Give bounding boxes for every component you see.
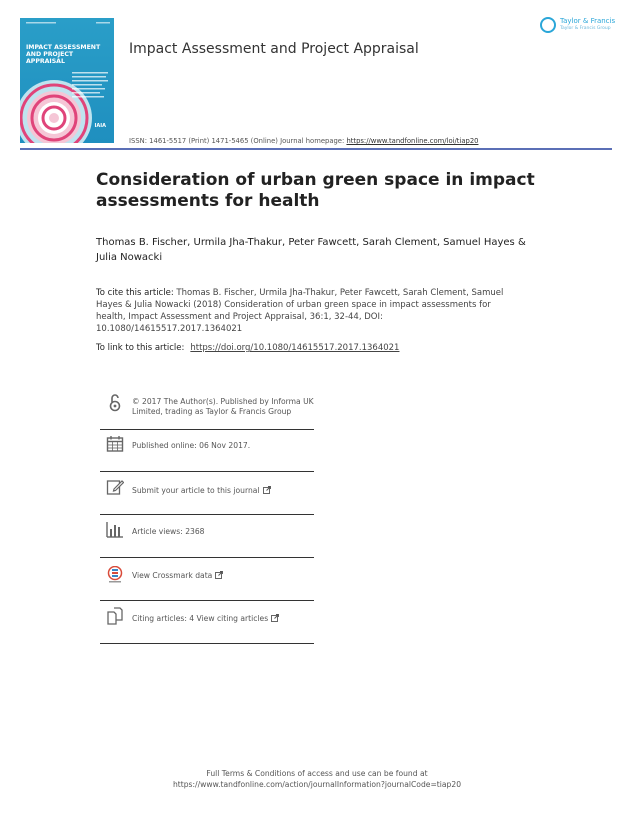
row-separator	[100, 600, 314, 601]
footer-terms-url[interactable]: https://www.tandfonline.com/action/journalInformation?journalCode=tiap20	[172, 780, 462, 789]
issn-line	[129, 137, 478, 145]
external-link-icon	[271, 614, 279, 622]
cover-title: IMPACT ASSESSMENT AND PROJECT APPRAISAL	[26, 44, 101, 65]
cover-logo: IAIA	[94, 123, 106, 129]
citing-articles-icon	[106, 607, 124, 625]
issn-text: ISSN: 1461-5517 (Print) 1471-5465 (Online) Journal homepage:	[129, 137, 347, 145]
published-row	[100, 435, 314, 473]
article-link-line	[96, 343, 399, 353]
license-text: © 2017 The Author(s). Published by Informa UK Limited, trading as Taylor & Francis Group	[132, 397, 314, 416]
bar-chart-icon	[106, 521, 124, 539]
article-views: Article views: 2368	[132, 527, 205, 536]
cover-text-lines	[72, 70, 112, 110]
header-rule	[20, 148, 612, 150]
publisher-logo-group: Taylor & Francis Group	[560, 26, 611, 31]
citing-label[interactable]: Citing articles: 4 View citing articles	[132, 614, 269, 623]
cite-text: Thomas B. Fischer, Urmila Jha-Thakur, Peter Fawcett, Sarah Clement, Samuel Hayes & Julia Nowacki (2018) Consideration of urban green space in impact assessments for health, Impact Assessment and Project Appraisal, 36:1, 32-44, DOI: 10.1080/14615517.2017.1364021	[96, 288, 504, 334]
row-separator	[100, 643, 314, 644]
citing-link[interactable]	[132, 614, 279, 624]
submit-link[interactable]	[132, 486, 271, 496]
cite-label: To cite this article:	[96, 288, 174, 298]
link-label: To link to this article:	[96, 343, 185, 353]
article-title: Consideration of urban green space in impact assessments for health	[96, 170, 535, 211]
publisher-logo	[540, 16, 616, 38]
row-separator	[100, 471, 314, 472]
row-separator	[100, 514, 314, 515]
row-separator	[100, 557, 314, 558]
crossmark-link[interactable]	[132, 571, 223, 581]
edit-icon	[106, 478, 124, 496]
citing-row[interactable]	[100, 607, 314, 645]
publisher-logo-name: Taylor & Francis	[560, 17, 616, 25]
article-authors: Thomas B. Fischer, Urmila Jha-Thakur, Peter Fawcett, Sarah Clement, Samuel Hayes & Julia Nowacki	[96, 237, 526, 263]
doi-link[interactable]: https://doi.org/10.1080/14615517.2017.1364021	[190, 343, 400, 353]
views-row	[100, 521, 314, 559]
journal-homepage-link[interactable]: https://www.tandfonline.com/loi/tiap20	[346, 137, 479, 145]
license-row	[100, 393, 314, 433]
published-date: Published online: 06 Nov 2017.	[132, 441, 251, 450]
publisher-logo-icon	[540, 17, 556, 33]
footer	[0, 768, 634, 790]
crossmark-icon	[106, 566, 124, 584]
cover-header-strip	[26, 22, 110, 25]
submit-row[interactable]	[100, 478, 314, 516]
row-separator	[100, 429, 314, 430]
external-link-icon	[215, 571, 223, 579]
journal-title: Impact Assessment and Project Appraisal	[129, 41, 419, 57]
footer-terms: Full Terms & Conditions of access and use can be found at	[206, 769, 428, 778]
external-link-icon	[263, 486, 271, 494]
citation-block	[96, 287, 516, 335]
submit-label[interactable]: Submit your article to this journal	[132, 486, 260, 495]
crossmark-label[interactable]: View Crossmark data	[132, 571, 213, 580]
open-access-icon	[106, 394, 124, 412]
journal-cover	[20, 18, 114, 143]
calendar-icon	[106, 435, 124, 453]
crossmark-row[interactable]	[100, 564, 314, 602]
